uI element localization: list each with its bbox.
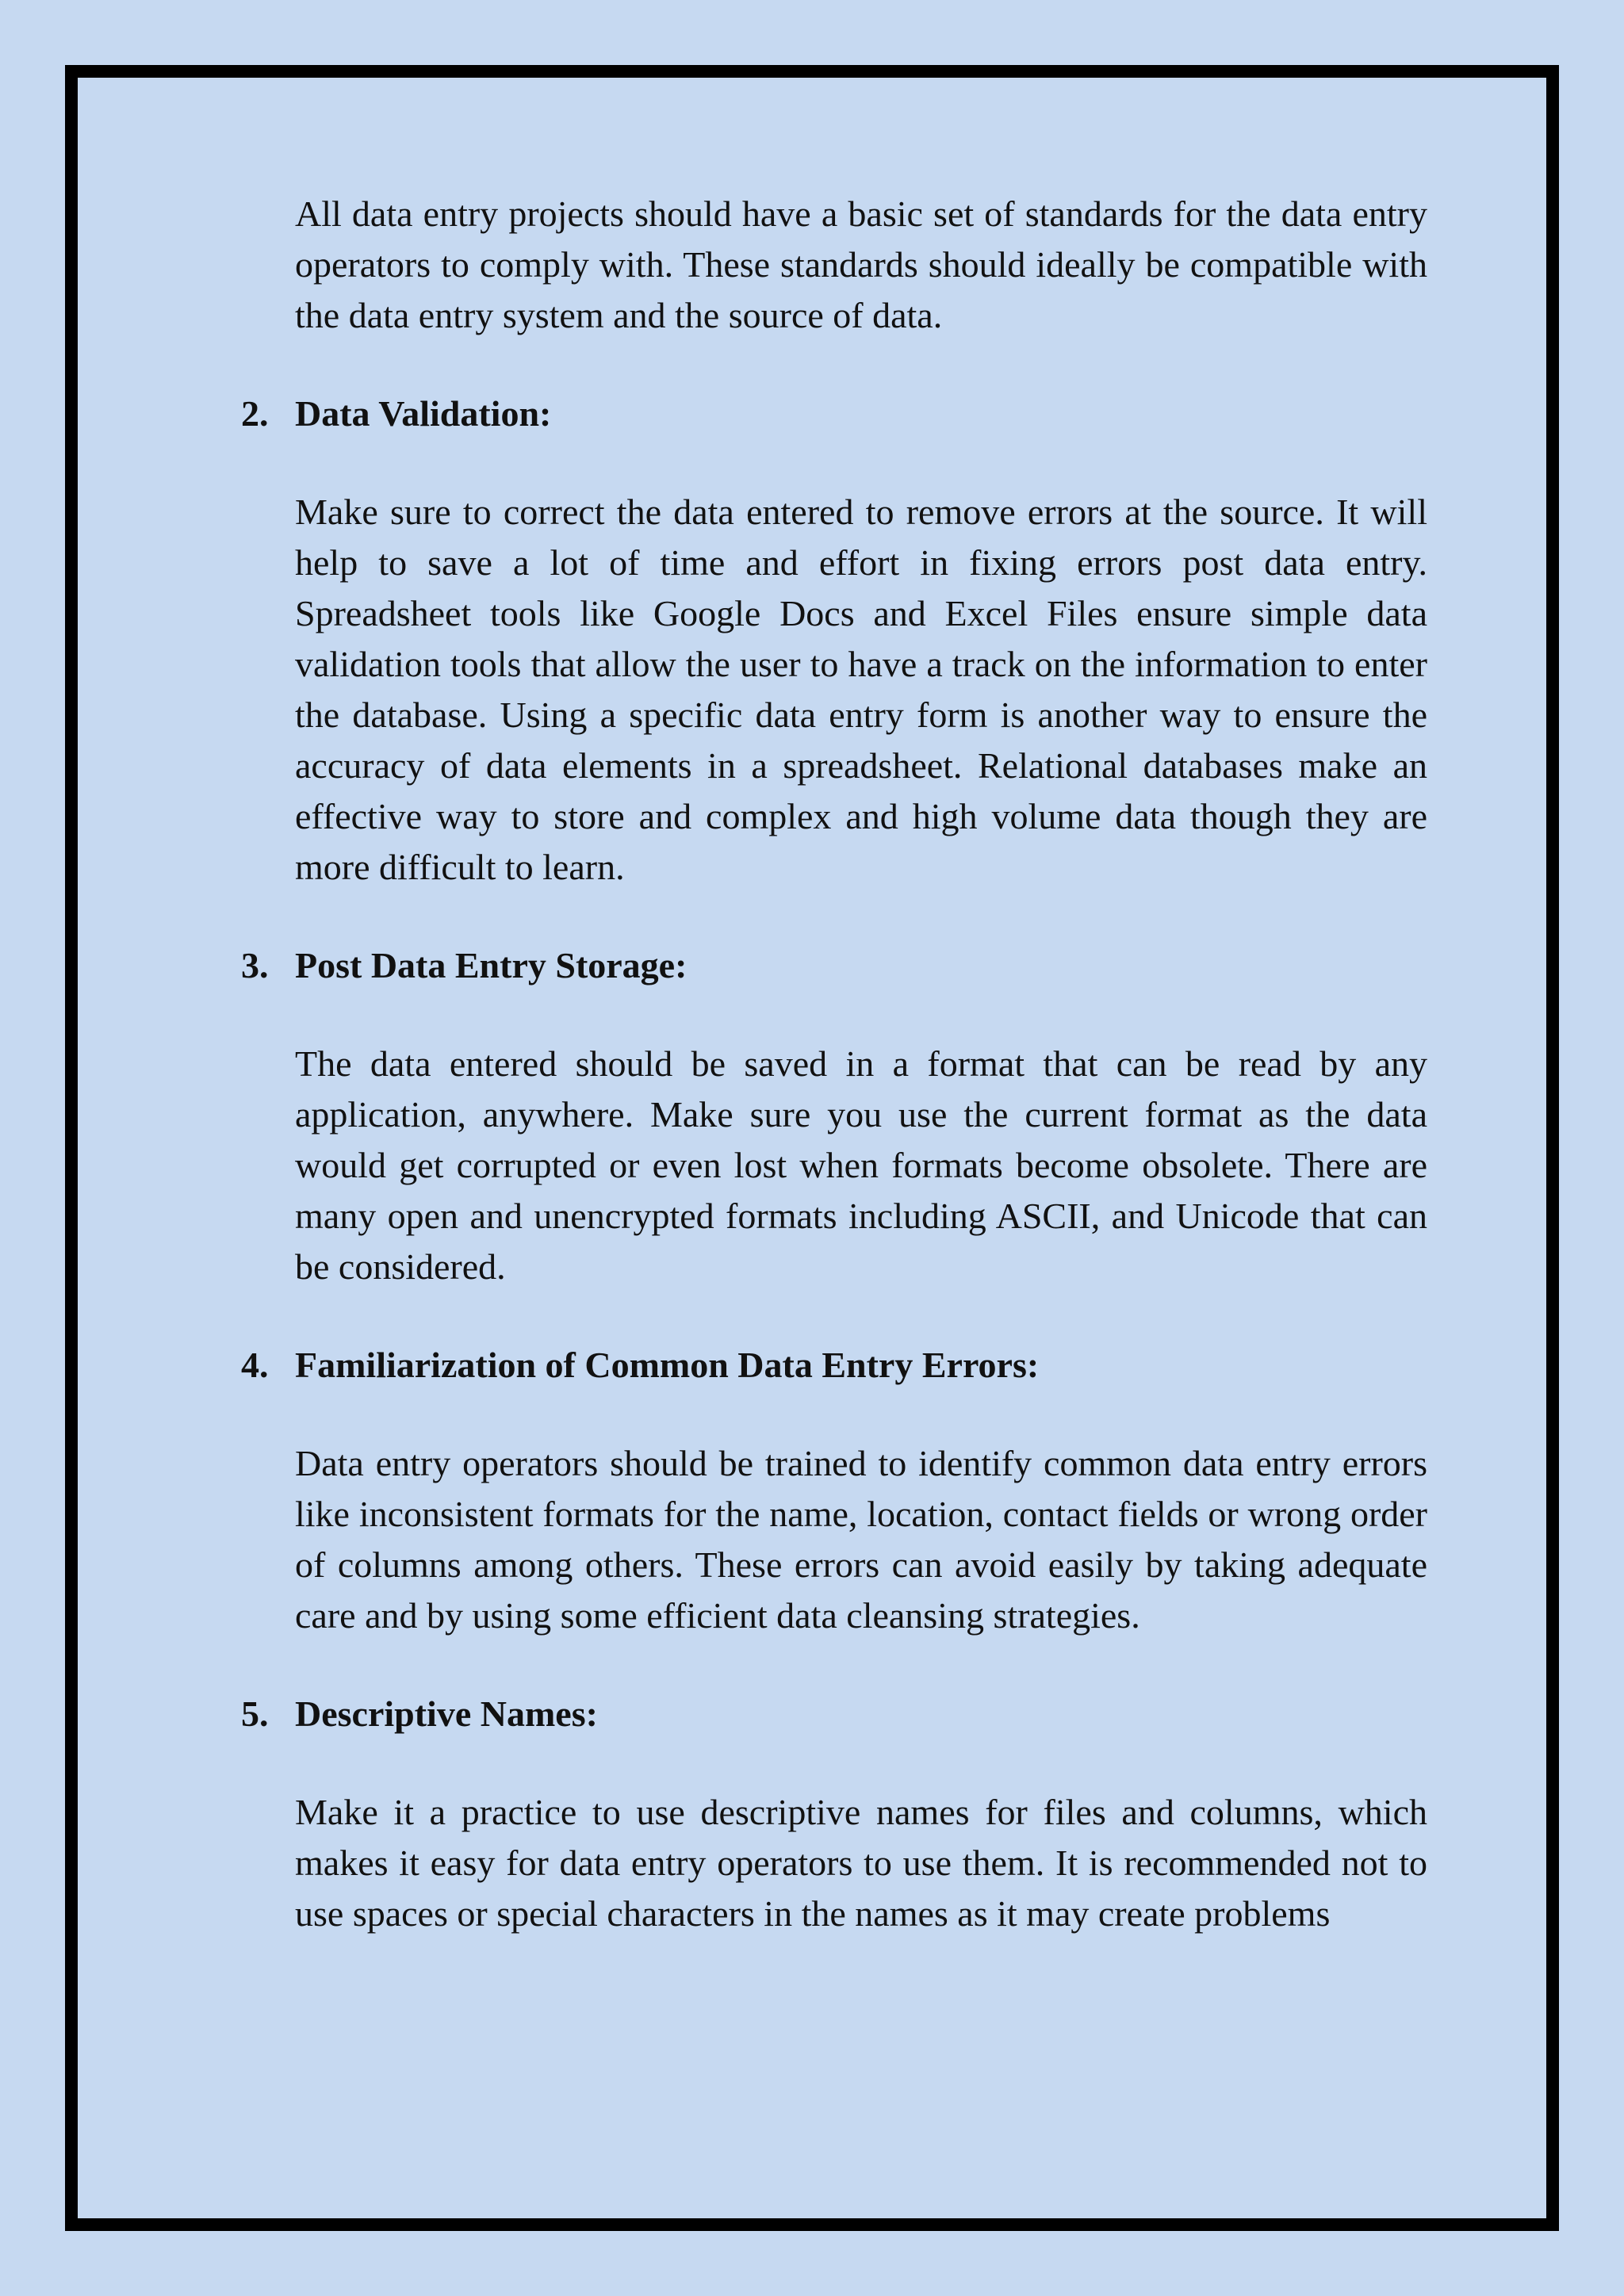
section-heading-descriptive-names: [241, 1689, 1427, 1739]
section-title: Descriptive Names:: [295, 1693, 598, 1734]
section-number: 5.: [241, 1693, 269, 1734]
section-body-post-data-entry-storage: The data entered should be saved in a format that can be read by any application, anywhere. Make sure you use the current format as the data would get corrupted or even lost when formats become obsolete. There are many open and unencrypted formats including ASCII, and Unicode that can be considered.: [295, 1043, 1427, 1287]
section-title: Post Data Entry Storage:: [295, 945, 688, 985]
section-body-descriptive-names: Make it a practice to use descriptive names for files and columns, which makes it easy for data entry operators to use them. It is recommended not to use spaces or special characters in the names as it may create problems: [295, 1792, 1427, 1934]
intro-paragraph: All data entry projects should have a basic set of standards for the data entry operators to comply with. These standards should ideally be compatible with the data entry system and the source of data.: [295, 193, 1427, 335]
section-title: Familiarization of Common Data Entry Errors:: [295, 1345, 1040, 1385]
section-heading-common-errors: [241, 1340, 1427, 1391]
document-body: [241, 189, 1427, 1939]
section-number: 3.: [241, 945, 269, 985]
section-number: 4.: [241, 1345, 269, 1385]
section-body-data-validation: Make sure to correct the data entered to remove errors at the source. It will help to save a lot of time and effort in fixing errors post data entry. Spreadsheet tools like Google Docs and Excel Files ensure simple data validation tools that allow the user to have a track on the information to enter the database. Using a specific data entry form is another way to ensure the accuracy of data elements in a spreadsheet. Relational databases make an effective way to store and complex and high volume data though they are more difficult to learn.: [295, 492, 1427, 887]
section-heading-data-validation: [241, 388, 1427, 439]
section-body-common-errors: Data entry operators should be trained to identify common data entry errors like inconsistent formats for the name, location, contact fields or wrong order of columns among others. These errors can avoid easily by taking adequate care and by using some efficient data cleansing strategies.: [295, 1443, 1427, 1636]
section-title: Data Validation:: [295, 393, 552, 434]
section-number: 2.: [241, 393, 269, 434]
section-heading-post-data-entry-storage: [241, 940, 1427, 991]
